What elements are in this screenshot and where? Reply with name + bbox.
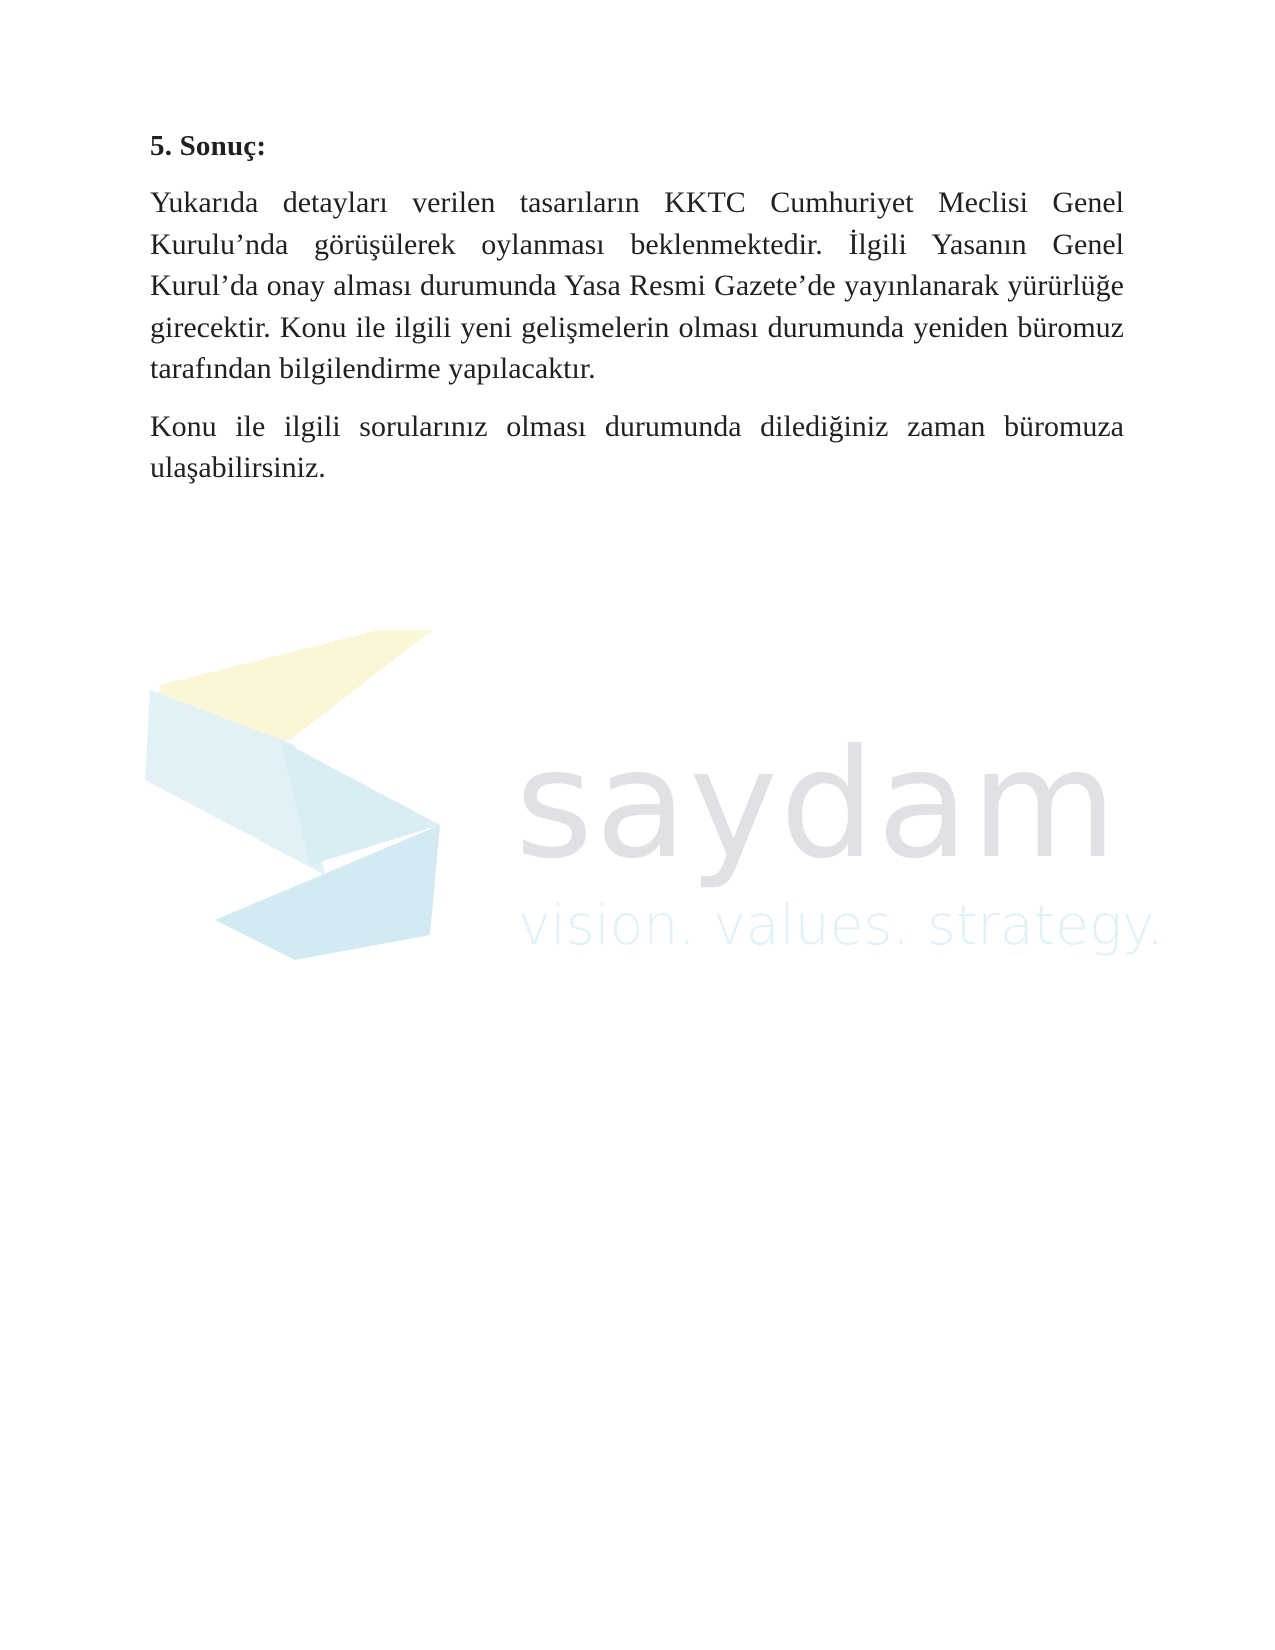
document-body: [150, 128, 1124, 505]
conclusion-paragraph-1: Yukarıda detayları verilen tasarıların KKTC Cumhuriyet Meclisi Genel Kurulu’nda görüşülerek oylanması beklenmektedir. İlgili Yasanın Genel Kurul’da onay alması durumunda Yasa Resmi Gazete’de yayınlanarak yürürlüğe girecektir. Konu ile ilgili yeni gelişmelerin olması durumunda yeniden büromuz tarafından bilgilendirme yapılacaktır.: [150, 186, 1124, 385]
conclusion-paragraph-2: Konu ile ilgili sorularınız olması durumunda dilediğiniz zaman büromuza ulaşabilirsiniz.: [150, 409, 1124, 484]
saydam-logo-mark: [140, 630, 470, 1020]
watermark-tagline: vision. values. strategy.: [518, 893, 1165, 957]
saydam-watermark: [140, 630, 1165, 1020]
section-heading: 5. Sonuç:: [150, 130, 267, 162]
watermark-brand: saydam: [515, 718, 1120, 892]
